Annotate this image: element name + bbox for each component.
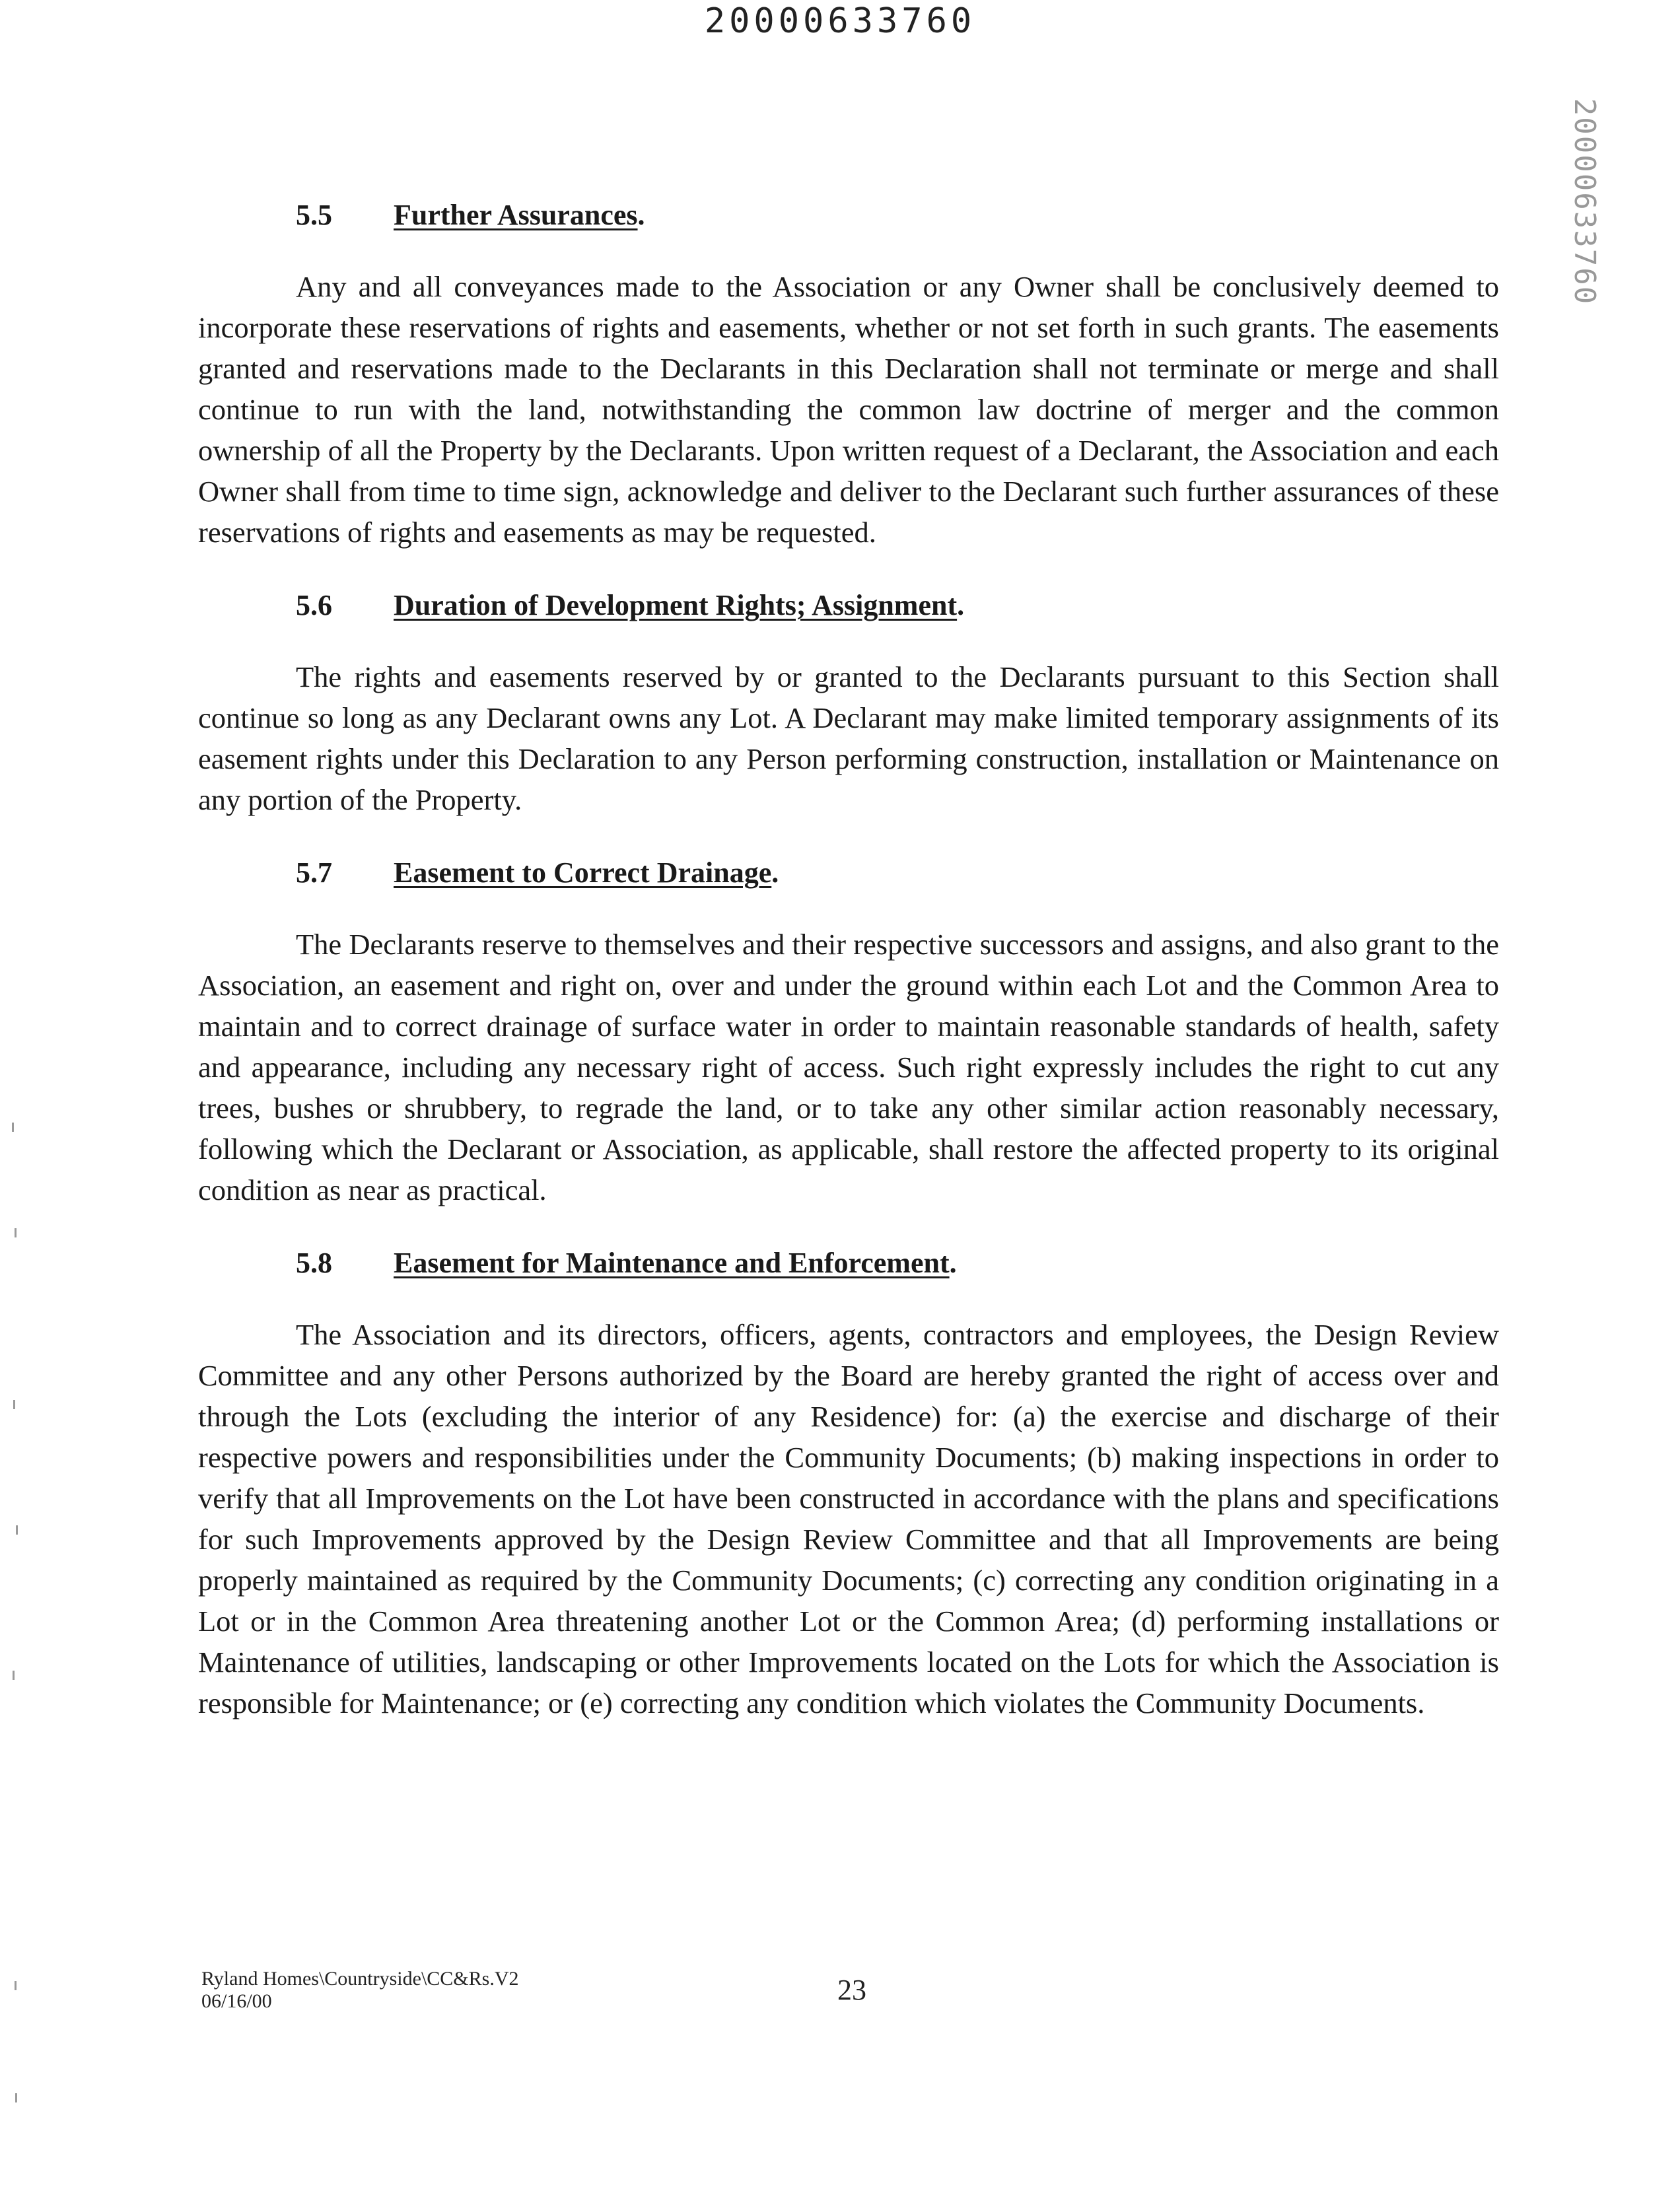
scan-margin-specks	[7, 1123, 33, 2179]
section-heading: 5.8 Easement for Maintenance and Enforcement.	[296, 1247, 957, 1279]
footer-file-info	[201, 1968, 518, 2013]
section-5-7	[198, 856, 1499, 1210]
section-number: 5.7	[296, 856, 332, 889]
section-5-6	[198, 588, 1499, 820]
scan-speck	[16, 1525, 18, 1535]
document-number: 20000633760	[704, 1, 976, 41]
scan-speck	[12, 1123, 14, 1132]
section-title: Easement to Correct Drainage	[394, 856, 772, 889]
footer-file-path: Ryland Homes\Countryside\CC&Rs.V2	[201, 1968, 519, 1990]
section-number: 5.5	[296, 199, 332, 231]
document-body	[198, 198, 1499, 1759]
page-number: 23	[837, 1974, 866, 2006]
section-paragraph: The rights and easements reserved by or granted to the Declarants pursuant to this Section shall continue so long as any Declarant owns any Lot. A Declarant may make limited temporary assignments of its easement rights under this Declaration to any Person performing construction, installation or Maintenance on any portion of the Property.	[198, 660, 1499, 816]
scan-speck	[13, 1400, 15, 1409]
section-title: Easement for Maintenance and Enforcement	[394, 1247, 950, 1279]
section-heading: 5.5 Further Assurances.	[296, 199, 645, 231]
footer-date: 06/16/00	[201, 1990, 272, 2012]
section-title: Further Assurances	[394, 199, 638, 231]
section-paragraph: The Declarants reserve to themselves and their respective successors and assigns, and also grant to the Association, an easement and right on, over and under the ground within each Lot and the Common Area to maintain and to correct drainage of surface water in order to maintain reasonable standards of health, safety and appearance, including any necessary right of access. Such right expressly includes the right to cut any trees, bushes or shrubbery, to regrade the land, or to take any other similar action reasonably necessary, following which the Declarant or Association, as applicable, shall restore the affected property to its original condition as near as practical.	[198, 928, 1499, 1206]
section-number: 5.8	[296, 1247, 332, 1279]
section-number: 5.6	[296, 589, 332, 621]
side-recording-stamp	[1565, 99, 1605, 304]
section-heading: 5.6 Duration of Development Rights; Assignment.	[296, 589, 965, 621]
scan-speck	[13, 1671, 15, 1680]
section-heading: 5.7 Easement to Correct Drainage.	[296, 856, 779, 889]
side-stamp-text: 20000633760	[1568, 98, 1602, 305]
scan-speck	[15, 1981, 17, 1990]
scan-speck	[15, 1228, 17, 1237]
section-title: Duration of Development Rights; Assignment	[394, 589, 958, 621]
section-5-8	[198, 1246, 1499, 1723]
scan-speck	[15, 2093, 17, 2102]
section-5-5	[198, 198, 1499, 553]
section-paragraph: The Association and its directors, officers, agents, contractors and employees, the Design Review Committee and any other Persons authorized by the Board are hereby granted the right of access over and through the Lots (excluding the interior of any Residence) for: (a) the exercise and discharge of their respective powers and responsibilities under the Community Documents; (b) making inspections in order to verify that all Improvements on the Lot have been constructed in accordance with the plans and specifications for such Improvements approved by the Design Review Committee and that all Improvements are being properly maintained as required by the Community Documents; (c) correcting any condition originating in a Lot or in the Common Area threatening another Lot or the Common Area; (d) performing installations or Maintenance of utilities, landscaping or other Improvements located on the Lots for which the Association is responsible for Maintenance; or (e) correcting any condition which violates the Community Documents.	[198, 1318, 1499, 1719]
section-paragraph: Any and all conveyances made to the Association or any Owner shall be conclusively deemed to incorporate these reservations of rights and easements, whether or not set forth in such grants. The easements granted and reservations made to the Declarants in this Declaration shall not terminate or merge and shall continue to run with the land, notwithstanding the common law doctrine of merger and the common ownership of all the Property by the Declarants. Upon written request of a Declarant, the Association and each Owner shall from time to time sign, acknowledge and deliver to the Declarant such further assurances of these reservations of rights and easements as may be requested.	[198, 270, 1499, 549]
